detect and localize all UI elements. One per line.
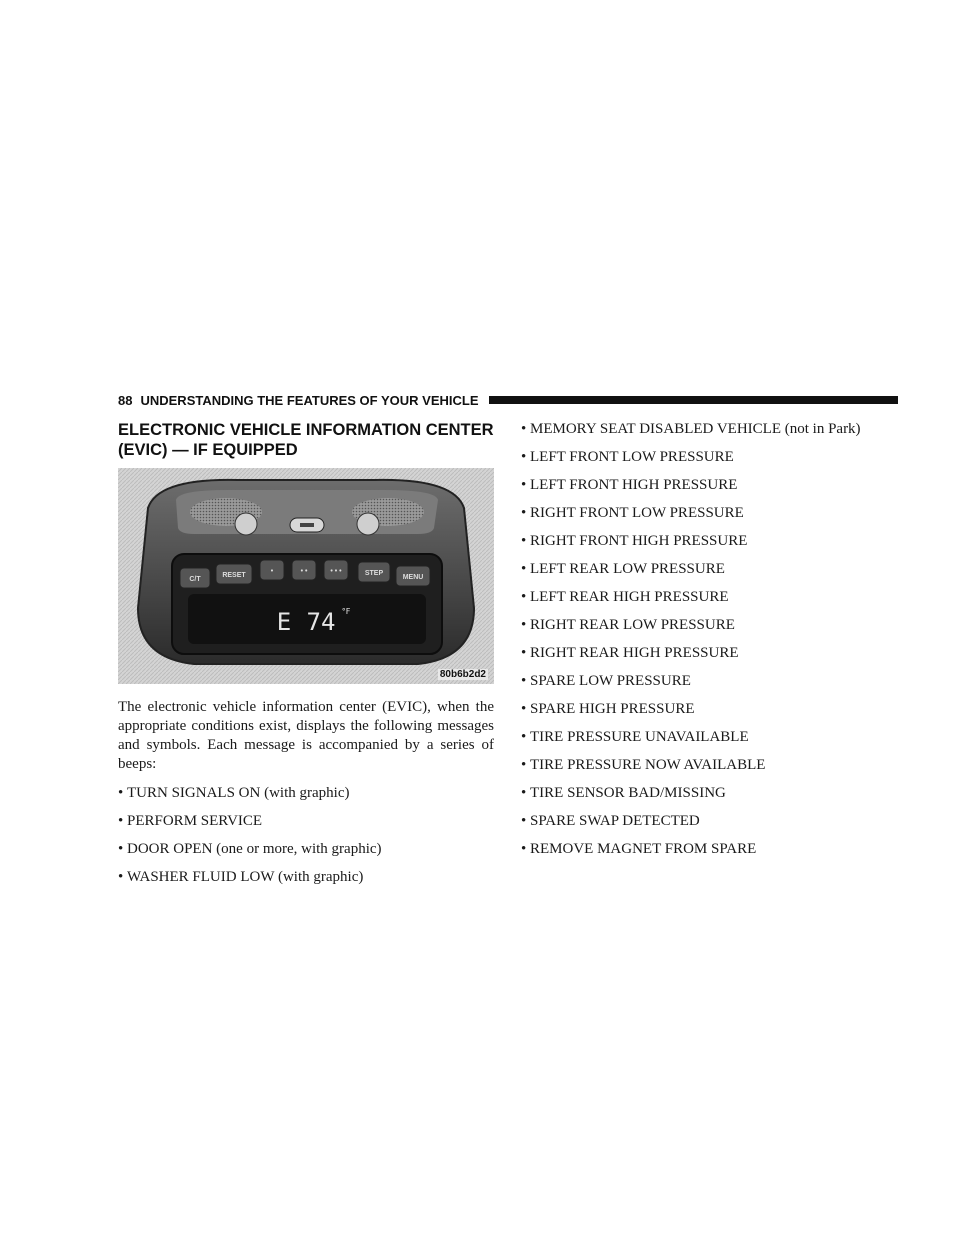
evic-button-menu-label: MENU xyxy=(402,574,424,581)
list-item: • SPARE LOW PRESSURE xyxy=(521,672,901,691)
evic-figure xyxy=(118,468,494,684)
evic-button-ct-label: C/T xyxy=(189,576,201,583)
list-item: • MEMORY SEAT DISABLED VEHICLE (not in Park) xyxy=(521,420,901,439)
message-list-left xyxy=(118,784,494,887)
left-column xyxy=(118,420,494,896)
list-item: • RIGHT REAR LOW PRESSURE xyxy=(521,616,901,635)
list-item: • TIRE PRESSURE NOW AVAILABLE xyxy=(521,756,901,775)
list-item: • REMOVE MAGNET FROM SPARE xyxy=(521,840,901,859)
list-item: • DOOR OPEN (one or more, with graphic) xyxy=(118,840,494,859)
list-item: • TURN SIGNALS ON (with graphic) xyxy=(118,784,494,803)
header-rule xyxy=(489,396,899,404)
evic-button-3-label: • • • xyxy=(330,568,342,575)
page-header xyxy=(118,390,898,410)
evic-button-step-label: STEP xyxy=(364,570,384,577)
running-header: UNDERSTANDING THE FEATURES OF YOUR VEHICLE xyxy=(140,392,479,408)
section-title-line-2: (EVIC) — IF EQUIPPED xyxy=(118,441,298,459)
section-title xyxy=(118,420,494,460)
list-item: • WASHER FLUID LOW (with graphic) xyxy=(118,868,494,887)
list-item: • TIRE SENSOR BAD/MISSING xyxy=(521,784,901,803)
evic-temp-unit: °F xyxy=(341,607,351,616)
list-item: • RIGHT FRONT HIGH PRESSURE xyxy=(521,532,901,551)
right-column xyxy=(521,420,901,868)
evic-button-1-label: • xyxy=(270,568,274,575)
list-item: • PERFORM SERVICE xyxy=(118,812,494,831)
section-title-line-1: ELECTRONIC VEHICLE INFORMATION CENTER xyxy=(118,421,494,439)
list-item: • LEFT FRONT LOW PRESSURE xyxy=(521,448,901,467)
evic-compass-readout: E xyxy=(276,608,292,636)
evic-button-2-label: • • xyxy=(300,568,308,575)
list-item: • RIGHT FRONT LOW PRESSURE xyxy=(521,504,901,523)
list-item: • SPARE SWAP DETECTED xyxy=(521,812,901,831)
list-item: • SPARE HIGH PRESSURE xyxy=(521,700,901,719)
list-item: • RIGHT REAR HIGH PRESSURE xyxy=(521,644,901,663)
figure-code: 80b6b2d2 xyxy=(439,669,486,680)
list-item: • LEFT REAR HIGH PRESSURE xyxy=(521,588,901,607)
list-item: • LEFT FRONT HIGH PRESSURE xyxy=(521,476,901,495)
intro-paragraph: The electronic vehicle information center (EVIC), when the appropriate conditions exist, displays the following messages and symbols. Each message is accompanied by a series of beeps: xyxy=(118,699,494,772)
list-item: • TIRE PRESSURE UNAVAILABLE xyxy=(521,728,901,747)
message-list-right xyxy=(521,420,901,859)
page-number: 88 xyxy=(118,392,133,408)
evic-temp-readout: 74 xyxy=(306,608,336,636)
evic-button-reset-label: RESET xyxy=(222,572,246,579)
evic-illustration xyxy=(118,468,494,684)
list-item: • LEFT REAR LOW PRESSURE xyxy=(521,560,901,579)
